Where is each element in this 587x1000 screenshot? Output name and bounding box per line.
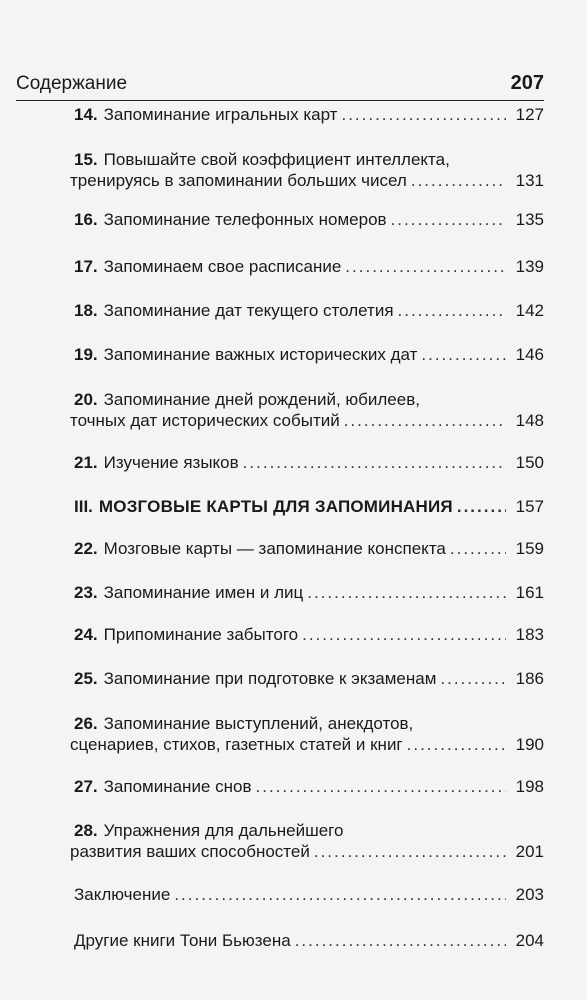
entry-page: 148 — [515, 411, 544, 430]
entry-title: Запоминание важных исторических дат — [103, 345, 418, 364]
running-header — [16, 72, 544, 101]
entry-title-line-1: Запоминание выступлений, анекдотов, — [103, 714, 414, 733]
toc-entry-conclusion — [74, 884, 544, 905]
entry-title: Заключение — [74, 885, 171, 904]
entry-page: 131 — [515, 171, 544, 190]
entry-number: 28. — [74, 821, 98, 840]
toc-entry-26 — [70, 713, 544, 755]
entry-title: Изучение языков — [103, 453, 239, 472]
entry-number: 14. — [74, 105, 98, 124]
leader-dots — [440, 668, 506, 689]
entry-page: 127 — [515, 105, 544, 124]
leader-dots — [174, 884, 506, 905]
toc-entry-15 — [70, 149, 544, 191]
entry-page: 183 — [515, 625, 544, 644]
entry-title: Припоминание забытого — [103, 625, 299, 644]
entry-page: 135 — [515, 210, 544, 229]
toc-entry-22 — [74, 538, 544, 559]
leader-dots — [345, 256, 506, 277]
leader-dots — [243, 452, 506, 473]
entry-title-line-1: Повышайте свой коэффициент интеллекта, — [103, 150, 450, 169]
entry-page: 204 — [515, 931, 544, 950]
leader-dots — [256, 776, 507, 797]
leader-dots — [314, 841, 506, 862]
entry-page: 146 — [515, 345, 544, 364]
toc-entry-other-books — [74, 930, 544, 951]
entry-number: 15. — [74, 150, 98, 169]
leader-dots — [295, 930, 506, 951]
toc-entry-16 — [74, 209, 544, 230]
entry-page: 186 — [515, 669, 544, 688]
entry-title: Запоминание игральных карт — [103, 105, 338, 124]
entry-title: Другие книги Тони Бьюзена — [74, 931, 291, 950]
entry-title: Запоминаем свое расписание — [103, 257, 342, 276]
entry-number: 24. — [74, 625, 98, 644]
entry-page: 203 — [515, 885, 544, 904]
toc-entry-23 — [74, 582, 544, 603]
entry-page: 142 — [515, 301, 544, 320]
entry-title-line-1: Запоминание дней рождений, юбилеев, — [103, 390, 420, 409]
toc-entry-18 — [74, 300, 544, 321]
toc-entry-20 — [70, 389, 544, 431]
entry-title-line-2: сценариев, стихов, газетных статей и книг — [70, 735, 403, 754]
entry-number: 27. — [74, 777, 98, 796]
entry-title: Запоминание снов — [103, 777, 252, 796]
entry-title-line-2: тренируясь в запоминании больших чисел — [70, 171, 407, 190]
leader-dots — [307, 582, 506, 603]
entry-page: 150 — [515, 453, 544, 472]
leader-dots — [302, 624, 506, 645]
entry-title-line-2: точных дат исторических событий — [70, 411, 340, 430]
leader-dots — [341, 104, 506, 125]
toc-entry-24 — [74, 624, 544, 645]
entry-page: 159 — [515, 539, 544, 558]
toc-entry-14 — [74, 104, 544, 125]
entry-number: 19. — [74, 345, 98, 364]
leader-dots — [344, 410, 506, 431]
entry-title: Запоминание при подготовке к экзаменам — [103, 669, 437, 688]
entry-title: Запоминание дат текущего столетия — [103, 301, 394, 320]
entry-number: 23. — [74, 583, 98, 602]
leader-dots — [457, 496, 506, 517]
entry-page: 161 — [515, 583, 544, 602]
toc-entry-21 — [74, 452, 544, 473]
leader-dots — [450, 538, 506, 559]
entry-title-line-1: Упражнения для дальнейшего — [103, 821, 344, 840]
toc-entry-28 — [70, 820, 544, 862]
toc-entry-27 — [74, 776, 544, 797]
entry-number: 21. — [74, 453, 98, 472]
leader-dots — [421, 344, 506, 365]
entry-page: 201 — [515, 842, 544, 861]
entry-page: 198 — [515, 777, 544, 796]
toc-entry-25 — [74, 668, 544, 689]
leader-dots — [391, 209, 506, 230]
toc-entry-17 — [74, 256, 544, 277]
toc-entry-19 — [74, 344, 544, 365]
entry-title: Мозговые карты — запоминание конспекта — [103, 539, 446, 558]
header-title: Содержание — [16, 73, 128, 94]
entry-page: 190 — [515, 735, 544, 754]
section-title: МОЗГОВЫЕ КАРТЫ ДЛЯ ЗАПОМИНАНИЯ — [98, 497, 453, 516]
entry-number: 18. — [74, 301, 98, 320]
entry-number: 20. — [74, 390, 98, 409]
toc-section-iii — [74, 496, 544, 517]
entry-title: Запоминание имен и лиц — [103, 583, 304, 602]
header-page-number: 207 — [510, 72, 544, 94]
entry-title-line-2: развития ваших способностей — [70, 842, 310, 861]
leader-dots — [398, 300, 506, 321]
entry-number: 26. — [74, 714, 98, 733]
entry-number: 17. — [74, 257, 98, 276]
entry-page: 139 — [515, 257, 544, 276]
entry-page: 157 — [515, 497, 544, 516]
leader-dots — [407, 734, 506, 755]
entry-title: Запоминание телефонных номеров — [103, 210, 387, 229]
entry-number: 22. — [74, 539, 98, 558]
leader-dots — [411, 170, 506, 191]
entry-number: 16. — [74, 210, 98, 229]
entry-number: 25. — [74, 669, 98, 688]
section-number: III. — [74, 497, 93, 516]
